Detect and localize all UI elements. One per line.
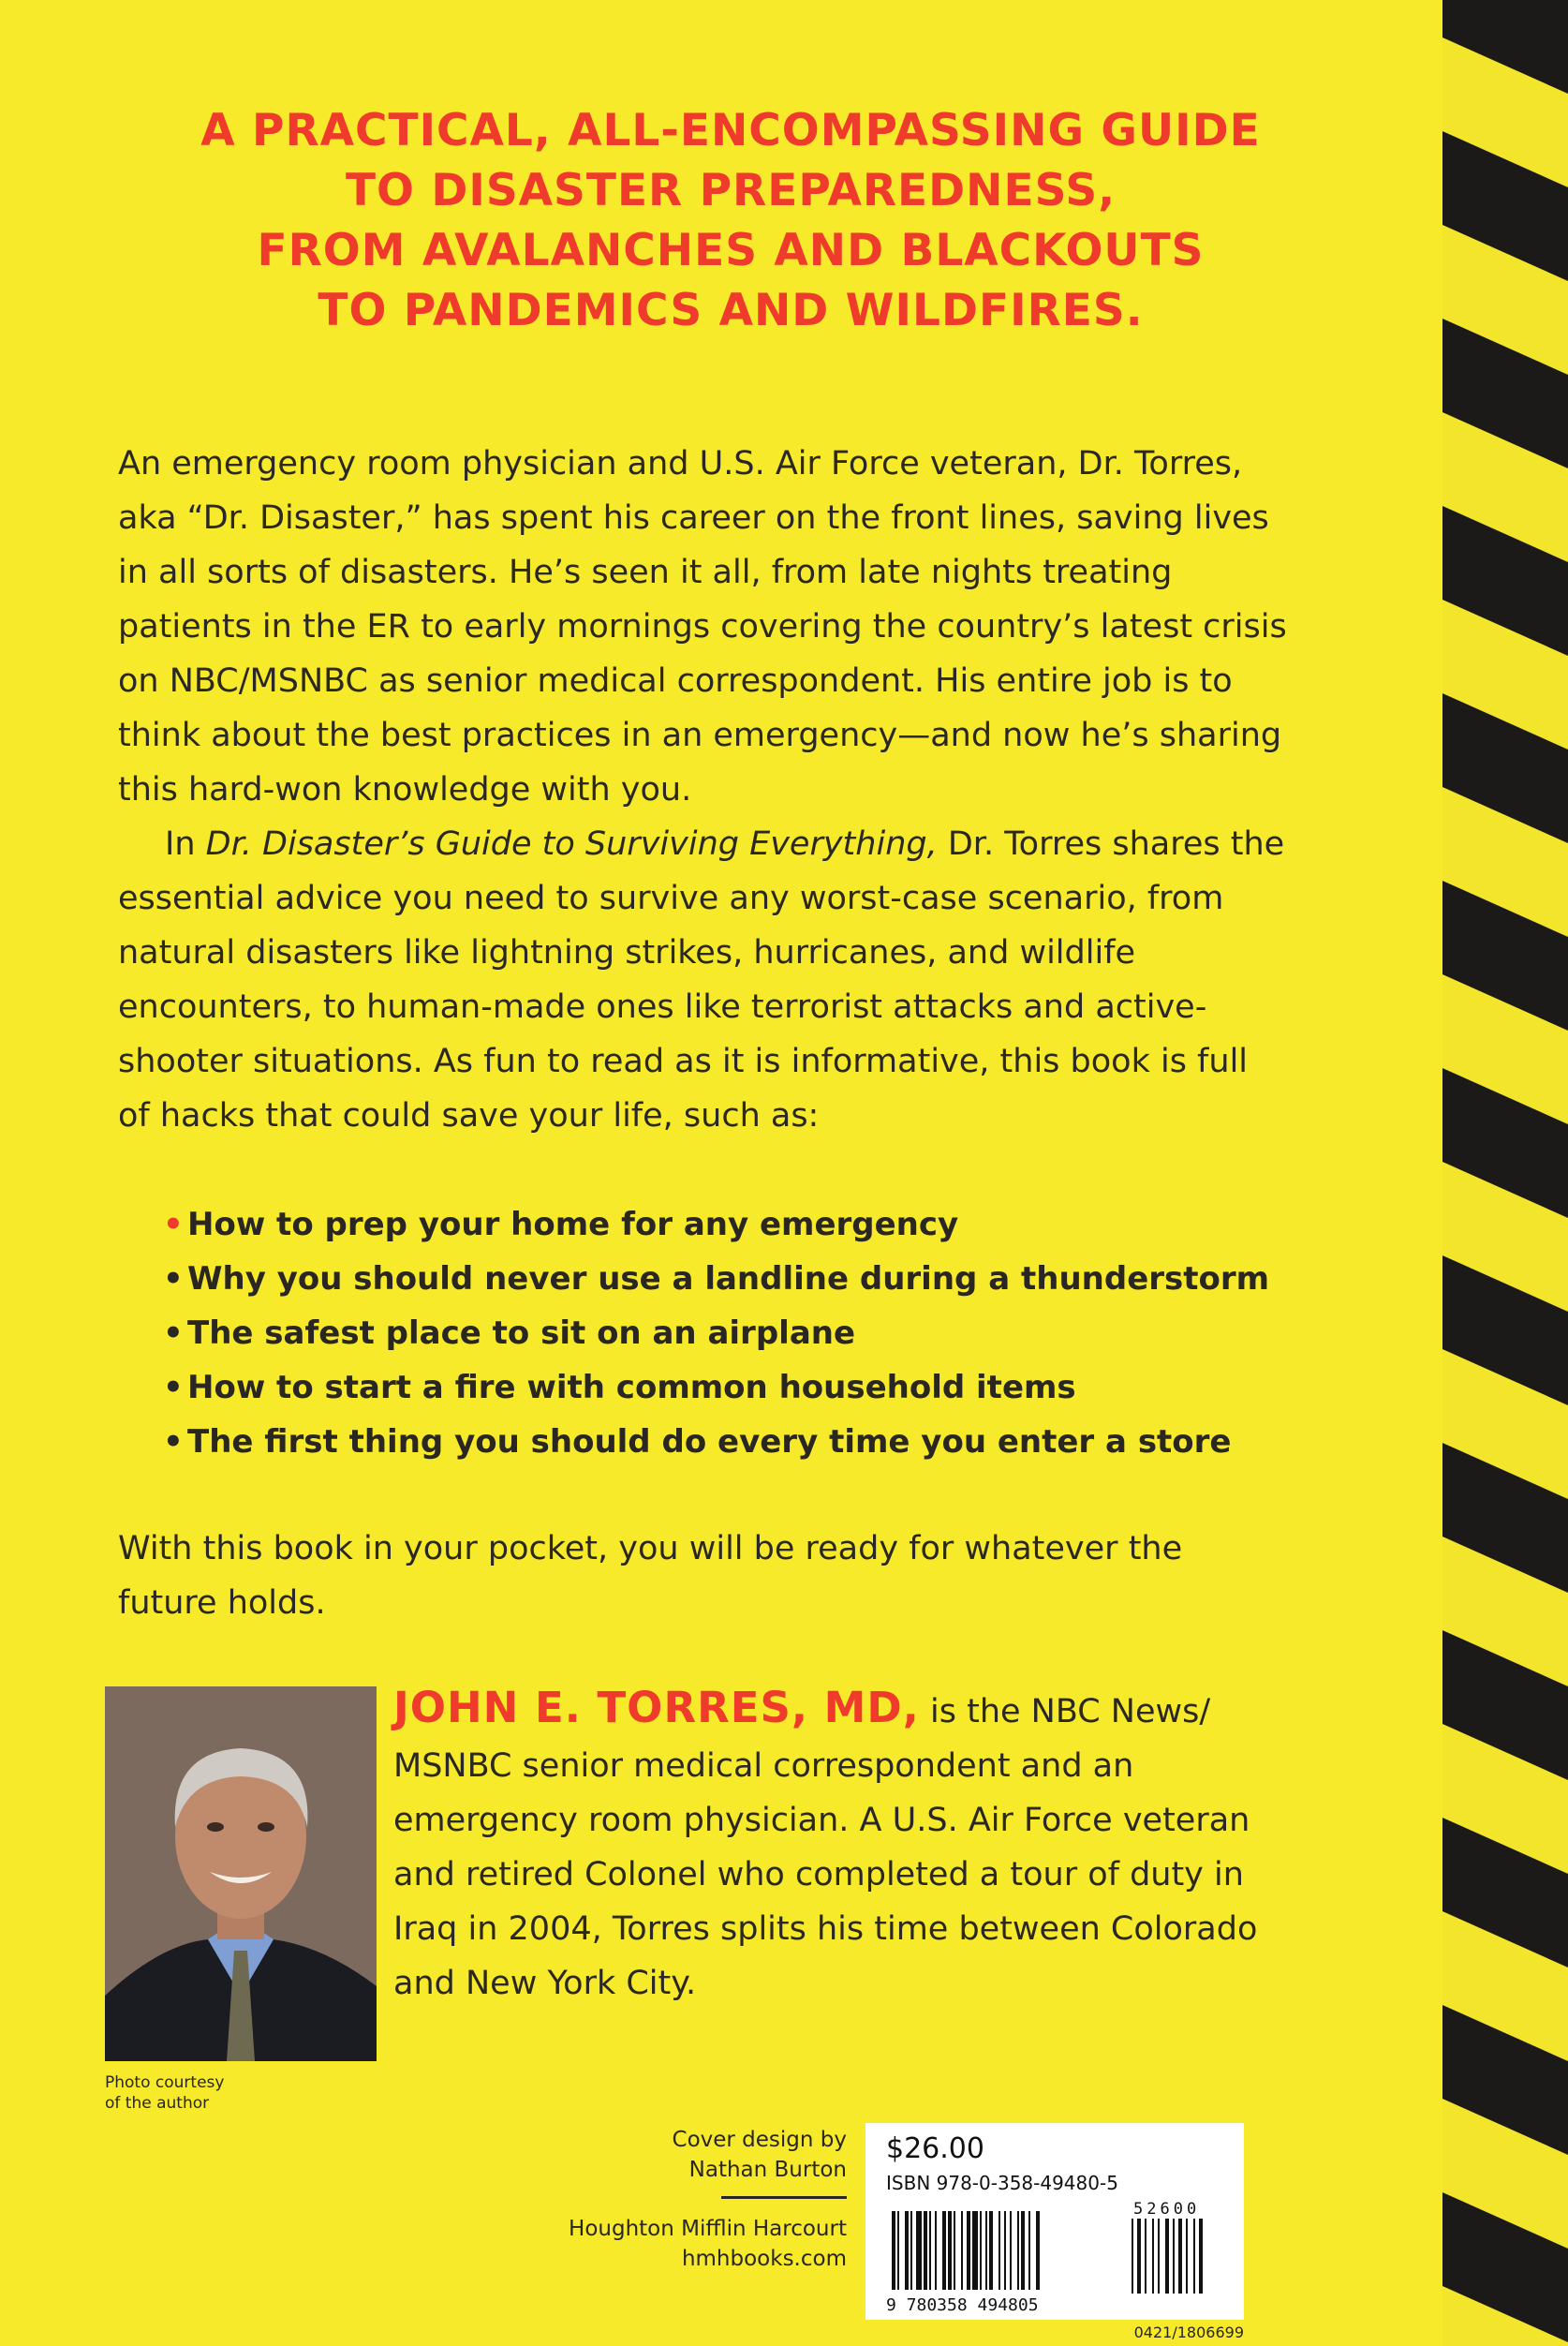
barcode-bar — [1028, 2211, 1030, 2290]
barcode-supplement-bar — [1173, 2219, 1175, 2294]
barcode-supplement-bar — [1186, 2219, 1188, 2294]
author-bio-text: is the NBC News/ MSNBC senior medical correspondent and an emergency room physician. A U.S. Air Force veteran and retired Colonel who completed a tour of duty in Iraq in 2004, Torres splits his time between Colorado and New York City. — [393, 1693, 1258, 2002]
barcode-supplement-bar — [1132, 2219, 1133, 2294]
barcode-bar — [935, 2211, 937, 2290]
barcode-box — [865, 2123, 1244, 2320]
headline-line-4: TO PANDEMICS AND WILDFIRES. — [318, 285, 1144, 336]
cover-design-label: Cover design by — [672, 2128, 847, 2152]
barcode-bar — [980, 2211, 982, 2290]
barcode-bar — [972, 2211, 978, 2290]
headline-line-3: FROM AVALANCHES AND BLACKOUTS — [257, 225, 1205, 276]
publisher-website: hmhbooks.com — [681, 2247, 847, 2271]
photo-caption — [105, 2072, 311, 2114]
barcode-bar — [948, 2211, 952, 2290]
book-title-italic: Dr. Disaster’s Guide to Surviving Everything, — [205, 825, 938, 863]
barcode-supplement-bar — [1137, 2219, 1141, 2294]
publisher-name: Houghton Mifflin Harcourt — [569, 2217, 847, 2241]
barcode-bar — [905, 2211, 909, 2290]
isbn: ISBN 978-0-358-49480-5 — [886, 2172, 1118, 2194]
barcode-supplement-bar — [1165, 2219, 1169, 2294]
barcode-supplement-bar — [1178, 2219, 1182, 2294]
headline — [94, 101, 1368, 341]
paragraph-2-rest: Dr. Torres shares the essential advice you need to survive any worst-case scenario, from natural disasters like lightning strikes, hurricanes, and wildlife encounters, to human-made ones like terrorist attacks and active-shooter situations. As fun to read as it is informative, this book is full of hacks that could save your life, such as: — [118, 825, 1285, 1135]
hazard-stripes-graphic — [1442, 0, 1568, 2346]
author-portrait-graphic — [105, 1686, 377, 2061]
barcode-bar — [998, 2211, 1000, 2290]
photo-caption-line-2: of the author — [105, 2094, 210, 2113]
barcode-bar — [989, 2211, 993, 2290]
barcode-bar — [910, 2211, 912, 2290]
barcode-supplement-bar — [1199, 2219, 1203, 2294]
barcode-supplement-bar — [1145, 2219, 1146, 2294]
barcode-bar — [892, 2211, 895, 2290]
cover-designer: Nathan Burton — [688, 2158, 847, 2182]
barcode-bar — [1036, 2211, 1040, 2290]
stock-code: 0421/1806699 — [1133, 2324, 1244, 2341]
intro-paragraph-1: An emergency room physician and U.S. Air Force veteran, Dr. Torres, aka “Dr. Disaster,” has spent his career on the front lines, saving lives in all sorts of disasters. He’s seen it all, from late nights treating patients in the ER to early mornings covering the country’s latest crisis on NBC/MSNBC as senior medical correspondent. His entire job is to think about the best practices in an emergency—and now he’s sharing this hard-won knowledge with you. — [118, 445, 1287, 809]
barcode-supplement-bar — [1158, 2219, 1160, 2294]
price: $26.00 — [886, 2132, 984, 2165]
photo-caption-line-1: Photo courtesy — [105, 2073, 225, 2092]
barcode-bar — [897, 2211, 899, 2290]
author-name: JOHN E. TORRES, MD, — [393, 1683, 920, 1732]
barcode-bar — [1010, 2211, 1012, 2290]
list-item: • The safest place to sit on an airplane — [163, 1306, 1334, 1360]
headline-line-2: TO DISASTER PREPAREDNESS, — [345, 165, 1117, 216]
barcode-bar — [985, 2211, 987, 2290]
intro-paragraph-2 — [118, 817, 1289, 1143]
supplement-code: 52600 — [1133, 2200, 1201, 2219]
barcode-bar — [942, 2211, 946, 2290]
barcode-bar — [924, 2211, 927, 2290]
list-item: • How to prep your home for any emergency — [163, 1197, 1334, 1252]
barcode-bar — [1004, 2211, 1006, 2290]
closing-paragraph: With this book in your pocket, you will be ready for whatever the future holds. — [118, 1530, 1183, 1622]
barcode-bar — [916, 2211, 922, 2290]
barcode-bar — [929, 2211, 931, 2290]
list-item: • How to start a fire with common household items — [163, 1360, 1334, 1415]
paragraph-2-lead: In — [165, 825, 206, 863]
hacks-list — [163, 1197, 1334, 1469]
credits-divider — [721, 2196, 847, 2199]
barcode-bar — [1017, 2211, 1019, 2290]
barcode-bar — [1021, 2211, 1025, 2290]
barcode-bar — [961, 2211, 963, 2290]
list-item: • Why you should never use a landline during a thunderstorm — [163, 1252, 1334, 1306]
barcode-bar — [967, 2211, 970, 2290]
list-item: • The first thing you should do every time you enter a store — [163, 1415, 1334, 1469]
barcode-bar — [954, 2211, 955, 2290]
credits — [487, 2125, 847, 2274]
author-bio — [393, 1681, 1293, 2011]
barcode-supplement-bar — [1193, 2219, 1195, 2294]
barcode-digits: 9 780358 494805 — [886, 2295, 1039, 2314]
barcode-bars — [886, 2202, 1233, 2314]
hazard-tape-stripe — [1442, 0, 1568, 2346]
author-photo — [105, 1686, 377, 2061]
barcode-supplement-bar — [1152, 2219, 1154, 2294]
headline-line-1: A PRACTICAL, ALL-ENCOMPASSING GUIDE — [200, 105, 1261, 156]
